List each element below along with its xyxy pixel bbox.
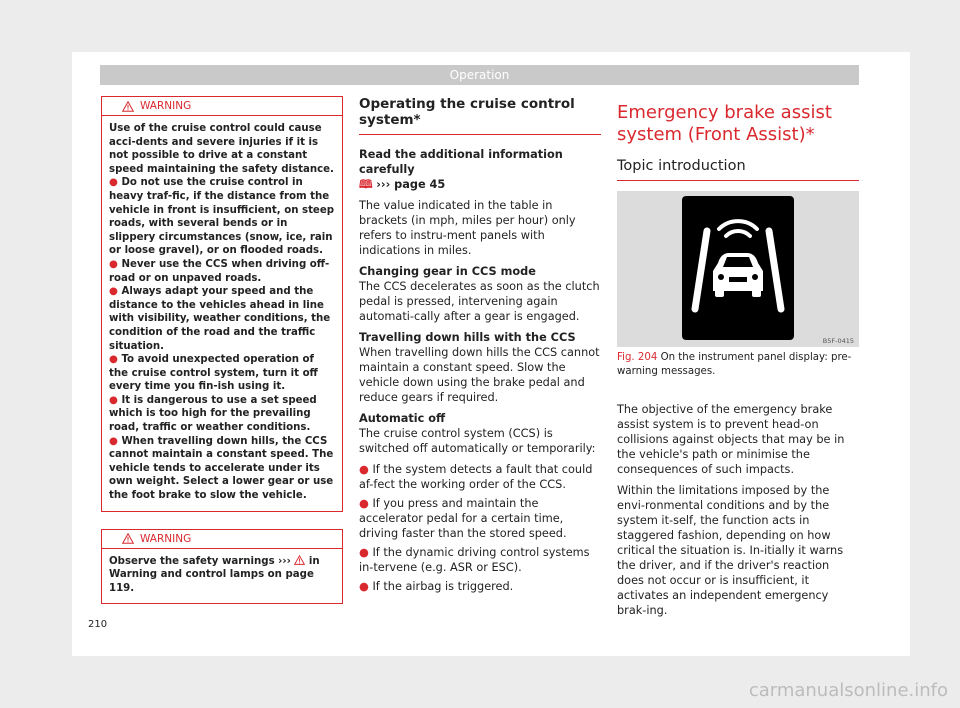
watermark-logo: carmanualsonline.info [748, 680, 948, 701]
figure-instrument-panel [617, 191, 859, 347]
warning-body [102, 549, 342, 604]
front-assist-display-illustration [617, 191, 859, 347]
figure-caption: Fig. 204 On the instrument panel display: pre-warning messages. [617, 352, 852, 377]
warning-text: Observe the safety warnings ››› in Warning and control lamps on page 119. [109, 555, 320, 594]
bullet-icon: ● [359, 497, 369, 510]
paragraph: When travelling down hills the CCS cannot maintain a constant speed. Slow the vehicle down using the brake pedal and reduce gears if required. [359, 346, 600, 404]
warning-box-safety [101, 529, 343, 605]
cross-reference-link[interactable]: Observe the safety warnings ››› [109, 555, 291, 567]
warning-label: WARNING [140, 532, 192, 545]
bullet-icon: ● [109, 177, 118, 189]
figure-number: Fig. 204 [617, 352, 658, 363]
page-number: 210 [88, 619, 108, 630]
warning-item: ● Always adapt your speed and the distance to the vehicles ahead in line with visibility, weather conditions, the condition of the road and the traffic situation. [109, 286, 331, 352]
bullet-icon: ● [109, 394, 118, 406]
topic-heading: Topic introduction [617, 158, 859, 181]
paragraph: The cruise control system (CCS) is switched off automatically or temporarily: [359, 427, 596, 455]
warning-item: ● Do not use the cruise control in heavy traf-fic, if the distance from the vehicle in front is insufficient, on steep roads, with several bends or in slippery circumstances (snow, ice, rain or loose gravel), or on flooded roads. [109, 177, 335, 257]
bullet-icon: ● [359, 463, 369, 476]
bullet-icon: ● [109, 286, 118, 298]
running-header: Operation [100, 65, 859, 85]
figure-code: B5F-0415 [822, 337, 854, 345]
bullet-icon: ● [109, 435, 118, 447]
list-item: ● If you press and maintain the accelerator pedal for a certain time, driving faster than the stored speed. [359, 497, 567, 540]
bullet-icon: ● [359, 546, 369, 559]
paragraph: The CCS decelerates as soon as the clutch pedal is pressed, intervening again automati-cally after a gear is engaged. [359, 280, 600, 323]
paragraph: The value indicated in the table in brackets (in mph, miles per hour) only refers to instru-ment panels with indications in miles. [359, 199, 576, 257]
warning-header [102, 530, 342, 549]
warning-triangle-icon [122, 101, 134, 112]
paragraph: Within the limitations imposed by the envi-ronmental conditions and by the system it-self, the function acts in staggered fashion, depending on how critical the situation is. In-itially it warns the driver, and if the driver's reaction does not occur or is insufficient, it activates an independent emergency brak-ing. [617, 484, 844, 618]
section-body [359, 147, 601, 594]
bullet-icon: ● [109, 258, 118, 270]
subheading: Changing gear in CCS mode [359, 265, 536, 278]
warning-item: ● To avoid unexpected operation of the cruise control system, turn it off every time you fin-ish using it. [109, 354, 318, 393]
subheading: Automatic off [359, 412, 446, 425]
warning-triangle-icon [294, 555, 305, 565]
read-info: Read the additional information carefully 🕮 ››› page 45 [359, 148, 563, 191]
warning-box-cruise-control [101, 96, 343, 512]
warning-item: ● It is dangerous to use a set speed which is too high for the prevailing road, traffic or weather conditions. [109, 394, 317, 434]
middle-column [359, 96, 601, 594]
list-item: ● If the dynamic driving control systems in-tervene (e.g. ASR or ESC). [359, 546, 590, 574]
section-body [617, 402, 859, 618]
bullet-icon: ● [359, 580, 369, 593]
right-column [617, 96, 859, 624]
section-title: Operating the cruise control system* [359, 96, 601, 135]
bullet-icon: ● [109, 354, 118, 366]
paragraph: The objective of the emergency brake assist system is to prevent head-on collisions against objects that may be in the vehicle's path or minimise the consequences of such impacts. [617, 403, 845, 477]
car-icon [713, 253, 763, 297]
warning-item: ● When travelling down hills, the CCS cannot maintain a constant speed. The vehicle tends to accelerate under its own weight. Select a lower gear or use the foot brake to slow the vehicle. [109, 435, 334, 502]
warning-body [102, 116, 342, 511]
warning-item: ● Never use the CCS when driving off-road or on unpaved roads. [109, 258, 330, 284]
page-reference-link[interactable]: ››› page 45 [376, 178, 446, 191]
book-icon: 🕮 [359, 178, 373, 191]
list-item: ● If the system detects a fault that could af-fect the working order of the CCS. [359, 463, 593, 491]
warning-header [102, 97, 342, 116]
warning-label: WARNING [140, 100, 192, 112]
subheading: Travelling down hills with the CCS [359, 331, 576, 344]
chapter-title: Emergency brake assist system (Front Assist)* [617, 102, 832, 145]
list-item: ● If the airbag is triggered. [359, 580, 514, 593]
warning-triangle-icon [122, 533, 134, 544]
warning-intro: Use of the cruise control could cause acci-dents and severe injuries if it is not possible to drive at a constant speed maintaining the safety distance. [109, 123, 334, 175]
left-column [101, 96, 343, 604]
